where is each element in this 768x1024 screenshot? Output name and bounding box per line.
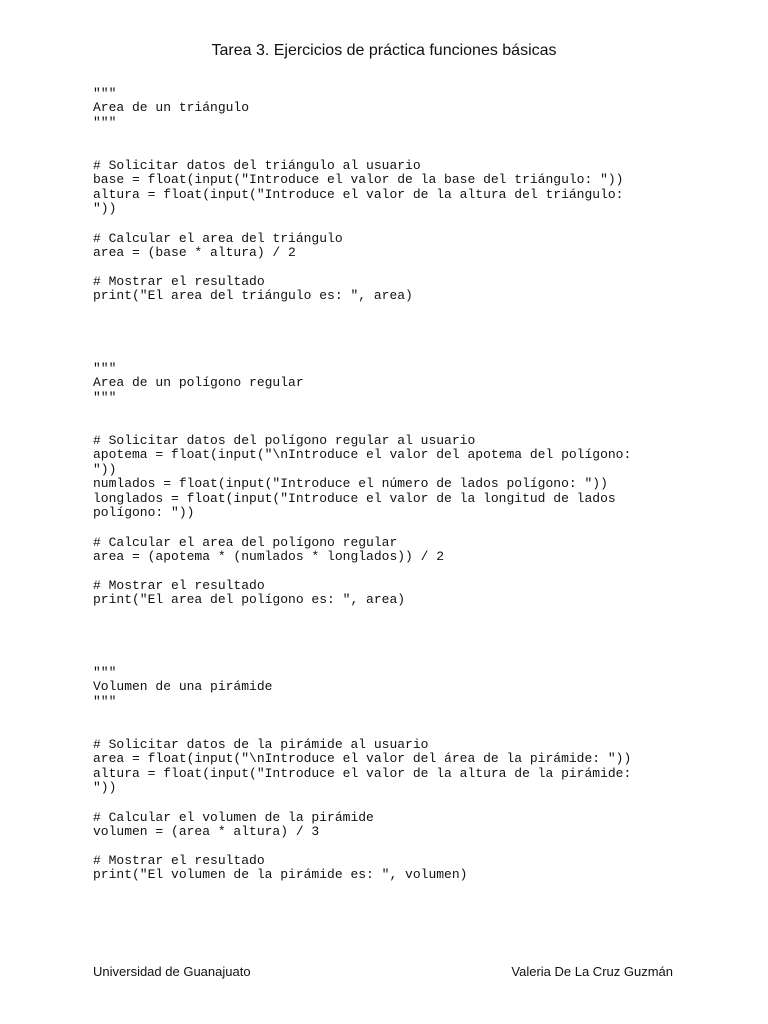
footer-author: Valeria De La Cruz Guzmán <box>511 964 673 979</box>
code-triangle-print: # Mostrar el resultado print("El area del triángulo es: ", area) <box>93 274 413 304</box>
docstring-triangle: """ Area de un triángulo """ <box>93 86 250 130</box>
code-triangle-input: # Solicitar datos del triángulo al usuario base = float(input("Introduce el valor de la base del triángulo: ")) altura = float(input("Introduce el valor de la altura del triángulo: ")) <box>93 158 624 217</box>
code-polygon-calc: # Calcular el area del polígono regular area = (apotema * (numlados * longlados)) / 2 <box>93 535 445 565</box>
code-triangle-calc: # Calcular el area del triángulo area = (base * altura) / 2 <box>93 231 343 261</box>
code-pyramid-print: # Mostrar el resultado print("El volumen de la pirámide es: ", volumen) <box>93 853 468 883</box>
code-pyramid-input: # Solicitar datos de la pirámide al usuario area = float(input("\nIntroduce el valor del área de la pirámide: ")) altura = float(input("Introduce el valor de la altura de la pirámide: ")) <box>93 737 632 796</box>
footer-university: Universidad de Guanajuato <box>93 964 251 979</box>
docstring-pyramid: """ Volumen de una pirámide """ <box>93 665 273 709</box>
page-title: Tarea 3. Ejercicios de práctica funciones básicas <box>211 42 557 59</box>
docstring-polygon: """ Area de un polígono regular """ <box>93 361 304 405</box>
code-polygon-print: # Mostrar el resultado print("El area del polígono es: ", area) <box>93 578 406 608</box>
code-polygon-input: # Solicitar datos del polígono regular al usuario apotema = float(input("\nIntroduce el valor del apotema del polígono: ")) numlados = float(input("Introduce el número de lados polígono: ")) longlados = float(input("Introduce el valor de la longitud de lados polígono: ")) <box>93 433 632 521</box>
code-pyramid-calc: # Calcular el volumen de la pirámide volumen = (area * altura) / 3 <box>93 810 374 840</box>
